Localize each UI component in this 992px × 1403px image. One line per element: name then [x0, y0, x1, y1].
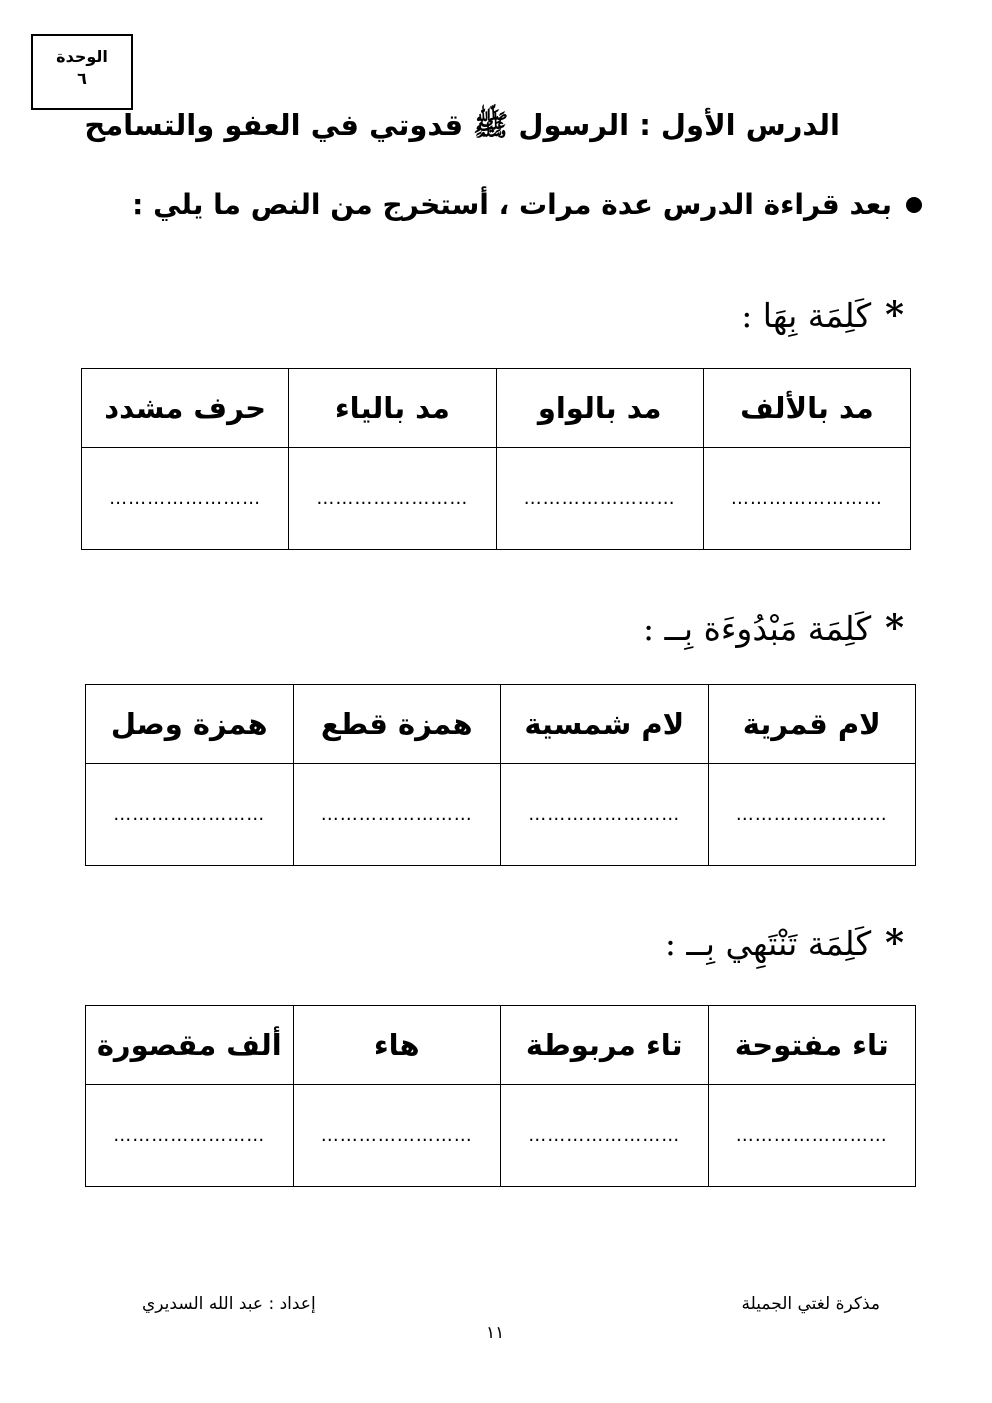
table-3	[85, 1005, 916, 1187]
section-heading-2	[643, 603, 904, 653]
header-cell: مد بالواو	[496, 369, 703, 448]
answer-row	[86, 1085, 916, 1187]
answer-blank[interactable]: ……………………	[293, 764, 501, 866]
answer-blank[interactable]: ……………………	[708, 764, 916, 866]
answer-blank[interactable]: ……………………	[293, 1085, 501, 1187]
answer-blank[interactable]: ……………………	[703, 448, 910, 550]
header-cell: تاء مربوطة	[501, 1006, 709, 1085]
answer-blank[interactable]: ……………………	[289, 448, 496, 550]
section-heading-text: كَلِمَة مَبْدُوءَة بِــ :	[642, 609, 872, 648]
unit-label: الوحدة	[56, 47, 108, 66]
header-cell: هاء	[293, 1006, 501, 1085]
answer-blank[interactable]: ……………………	[86, 1085, 294, 1187]
asterisk-icon: *	[885, 607, 904, 649]
table-header-row	[86, 1006, 916, 1085]
answer-blank[interactable]: ……………………	[501, 1085, 709, 1187]
instruction	[122, 180, 922, 230]
table-header-row	[82, 369, 911, 448]
lesson-title: الدرس الأول : الرسول ﷺ قدوتي في العفو والتسامح	[84, 108, 840, 142]
unit-number: ٦	[77, 69, 87, 88]
answer-blank[interactable]: ……………………	[501, 764, 709, 866]
header-cell: مد بالألف	[703, 369, 910, 448]
section-heading-1	[741, 290, 904, 340]
header-cell: همزة وصل	[86, 685, 294, 764]
answer-row	[82, 448, 911, 550]
answer-blank[interactable]: ……………………	[82, 448, 289, 550]
header-cell: ألف مقصورة	[86, 1006, 294, 1085]
answer-blank[interactable]: ……………………	[496, 448, 703, 550]
answer-blank[interactable]: ……………………	[708, 1085, 916, 1187]
asterisk-icon: *	[885, 294, 904, 336]
header-cell: تاء مفتوحة	[708, 1006, 916, 1085]
footer-author: إعداد : عبد الله السديري	[142, 1294, 316, 1314]
header-cell: لام قمرية	[708, 685, 916, 764]
header-cell: مد بالياء	[289, 369, 496, 448]
instruction-text: بعد قراءة الدرس عدة مرات ، أستخرج من النص ما يلي :	[132, 188, 892, 221]
footer-book-name: مذكرة لغتي الجميلة	[741, 1294, 880, 1314]
table-1	[81, 368, 911, 550]
bullet-icon	[906, 197, 922, 213]
table-2	[85, 684, 916, 866]
header-cell: حرف مشدد	[82, 369, 289, 448]
table-header-row	[86, 685, 916, 764]
page-number: ١١	[486, 1323, 505, 1343]
answer-blank[interactable]: ……………………	[86, 764, 294, 866]
section-heading-text: كَلِمَة بِهَا :	[741, 296, 872, 335]
unit-box	[31, 34, 133, 110]
asterisk-icon: *	[885, 922, 904, 964]
section-heading-3	[665, 918, 904, 968]
header-cell: همزة قطع	[293, 685, 501, 764]
section-heading-text: كَلِمَة تَنْتَهِي بِــ :	[664, 924, 872, 963]
answer-row	[86, 764, 916, 866]
header-cell: لام شمسية	[501, 685, 709, 764]
